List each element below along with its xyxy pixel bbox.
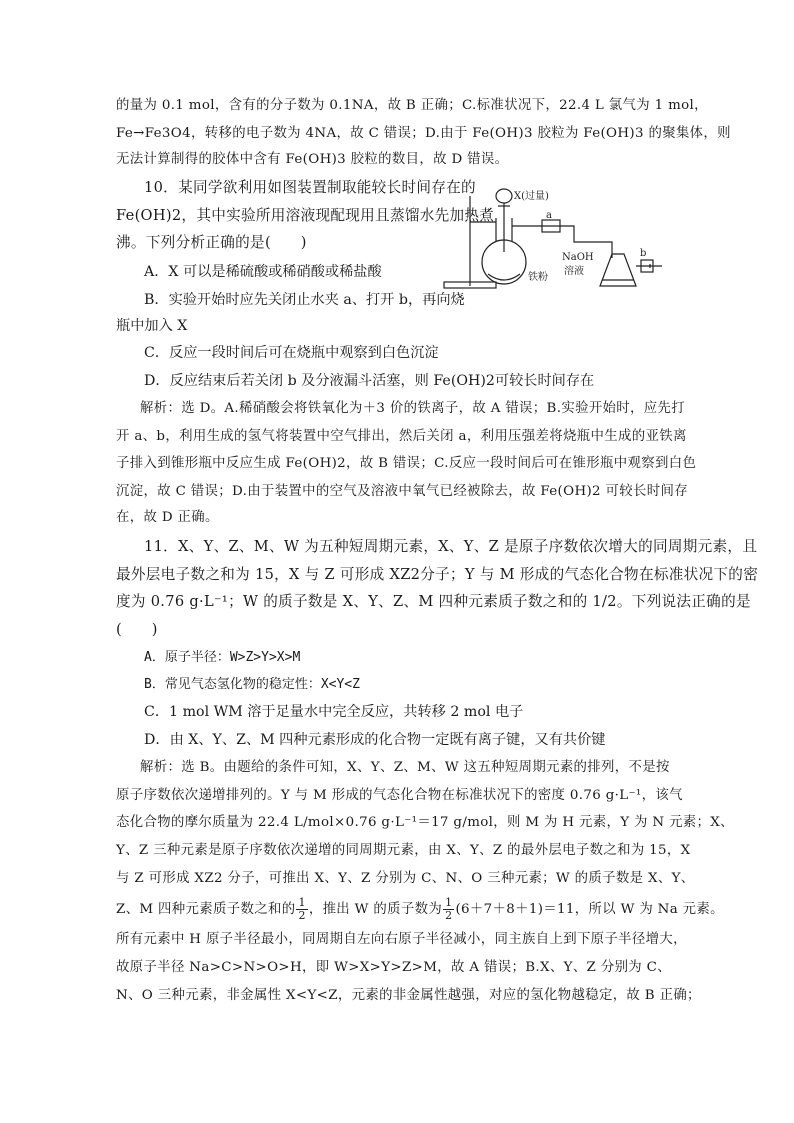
question-10-explanation: 在，故 D 正确。	[116, 510, 219, 525]
question-10-explanation: 子排入到锥形瓶中反应生成 Fe(OH)2，故 B 错误；C.反应一段时间后可在锥形瓶中观察到白色	[116, 456, 697, 471]
question-10-stem: 沸。下列分析正确的是( )	[116, 234, 307, 251]
question-11-explanation: 解析：选 B。由题给的条件可知，X、Y、Z、M、W 这五种短周期元素的排列，不是按	[140, 760, 670, 775]
question-11-stem: ( )	[116, 621, 158, 638]
question-10-explanation: 解析：选 D。A.稀硝酸会将铁氧化为＋3 价的铁离子，故 A 错误；B.实验开始时，应先打	[140, 401, 686, 416]
question-10-option-c: C．反应一段时间后可在烧瓶中观察到白色沉淀	[144, 345, 439, 361]
question-11-explanation: 态化合物的摩尔质量为 22.4 L/mol×0.76 g·L⁻¹＝17 g/mol，则 M 为 H 元素，Y 为 N 元素；X、	[116, 815, 734, 830]
question-10-option-d: D．反应结束后若关闭 b 及分液漏斗活塞，则 Fe(OH)2可较长时间存在	[144, 373, 595, 389]
question-11-explanation: 原子序数依次递增排列的。Y 与 M 形成的气态化合物在标准状况下的密度 0.76 g·L⁻¹，该气	[116, 788, 683, 803]
question-11-option-a: A．原子半径：W>Z>Y>X>M	[144, 650, 301, 665]
question-11-stem: 11．X、Y、Z、M、W 为五种短周期元素，X、Y、Z 是原子序数依次增大的同周期元素，且	[144, 538, 758, 555]
fraction-denominator: 2	[298, 909, 306, 922]
text-fragment: ，推出 W 的质子数为	[308, 902, 443, 917]
figure-label-a: a	[546, 210, 552, 221]
fraction-one-half	[443, 897, 454, 922]
question-11-explanation: 故原子半径 Na>C>N>O>H，即 W>X>Y>Z>M，故 A 错误；B.X、Y、Z 分别为 C、	[116, 960, 671, 975]
conical-flask	[600, 254, 636, 286]
fraction-denominator: 2	[445, 909, 453, 922]
fraction-numerator: 1	[298, 896, 306, 909]
question-11-stem: 最外层电子数之和为 15，X 与 Z 可形成 XZ2分子；Y 与 M 形成的气态化合物在标准状况下的密	[116, 566, 759, 583]
question-10-explanation: 沉淀，故 C 错误；D.由于装置中的空气及溶液中氧气已经被除去，故 Fe(OH)2 可较长时间存	[116, 484, 688, 499]
question-10-option-b: 瓶中加入 X	[116, 318, 188, 334]
question-11-explanation: Y、Z 三种元素是原子序数依次递增的同周期元素，由 X、Y、Z 的最外层电子数之和为 15，X	[116, 843, 691, 858]
experiment-apparatus-diagram	[436, 182, 676, 294]
text-line: 的量为 0.1 mol，含有的分子数为 0.1NA，故 B 正确；C.标准状况下，22.4 L 氯气为 1 mol，	[116, 98, 708, 113]
question-10-explanation: 开 a、b，利用生成的氢气将装置中空气排出，然后关闭 a，利用压强差将烧瓶中生成的亚铁离	[116, 429, 687, 444]
funnel-bulb	[496, 189, 512, 203]
figure-label-x: X(过量)	[514, 191, 549, 202]
figure-label-solution: 溶液	[564, 266, 584, 277]
fraction-numerator: 1	[445, 896, 453, 909]
fraction-one-half	[296, 897, 307, 922]
question-10-stem: 10．某同学欲利用如图装置制取能较长时间存在的	[144, 179, 476, 196]
figure-label-naoh: NaOH	[562, 252, 594, 263]
text-line: 无法计算制得的胶体中含有 Fe(OH)3 胶粒的数目，故 D 错误。	[116, 152, 509, 167]
question-11-explanation: 与 Z 可形成 XZ2 分子，可推出 X、Y、Z 分别为 C、N、O 三种元素；W 的质子数是 X、Y、	[116, 871, 695, 886]
question-11-option-d: D．由 X、Y、Z、M 四种元素形成的化合物一定既有离子键，又有共价键	[144, 732, 606, 748]
question-11-explanation: 所有元素中 H 原子半径最小，同周期自左向右原子半径减小，同主族自上到下原子半径增大，	[116, 932, 687, 947]
figure-label-iron-powder: 铁粉	[528, 272, 548, 283]
question-10-option-b: B．实验开始时应先关闭止水夹 a、打开 b，再向烧	[144, 292, 465, 308]
question-10-stem: Fe(OH)2，其中实验所用溶液现配现用且蒸馏水先加热煮	[116, 207, 495, 224]
iron-powder-layer	[488, 274, 520, 280]
text-line: Fe→Fe3O4，转移的电子数为 4NA，故 C 错误；D.由于 Fe(OH)3 胶粒为 Fe(OH)3 的聚集体，则	[116, 126, 731, 141]
question-11-option-b: B．常见气态氢化物的稳定性：X<Y<Z	[144, 677, 360, 692]
question-10-option-a: A．X 可以是稀硫酸或稀硝酸或稀盐酸	[144, 264, 382, 280]
question-11-stem: 度为 0.76 g·L⁻¹；W 的质子数是 X、Y、Z、M 四种元素质子数之和的 1/2。下列说法正确的是	[116, 593, 751, 610]
question-11-option-c: C．1 mol WM 溶于足量水中完全反应，共转移 2 mol 电子	[144, 704, 524, 720]
question-11-explanation-with-fraction	[116, 897, 724, 922]
figure-label-b: b	[640, 248, 647, 259]
text-fragment: Z、M 四种元素质子数之和的	[116, 902, 296, 917]
question-11-explanation: N、O 三种元素，非金属性 X<Y<Z，元素的非金属性越强，对应的氢化物越稳定，故 B 正确；	[116, 988, 701, 1003]
text-fragment: (6＋7＋8＋1)＝11，所以 W 为 Na 元素。	[455, 902, 724, 917]
